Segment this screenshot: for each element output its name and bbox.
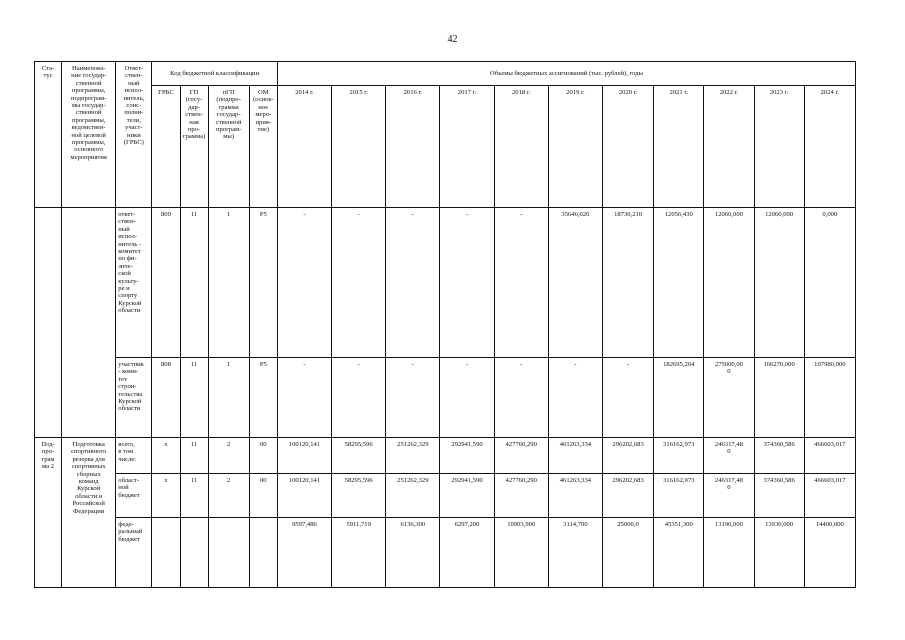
header-year-1: 2015 г. bbox=[332, 86, 386, 208]
value-cell: 251262,329 bbox=[386, 438, 440, 474]
value-cell: - bbox=[332, 208, 386, 358]
header-budget-code: Код бюджетной классификации bbox=[152, 62, 277, 86]
value-cell: 12060,000 bbox=[754, 208, 804, 358]
value-cell: 292941,590 bbox=[440, 474, 494, 518]
value-cell: 166270,000 bbox=[754, 358, 804, 438]
code-grbs-cell: 808 bbox=[152, 358, 180, 438]
code-pgp-cell: 2 bbox=[208, 438, 249, 474]
value-cell: 100120,141 bbox=[277, 474, 331, 518]
responsible-cell: участник - коми- тет строи- тельства Курской области bbox=[116, 358, 152, 438]
value-cell: 292941,590 bbox=[440, 438, 494, 474]
value-cell: 427760,290 bbox=[494, 438, 548, 474]
value-cell: 6297,200 bbox=[440, 518, 494, 588]
code-grbs-cell: х bbox=[152, 438, 180, 474]
responsible-cell: всего, в том числе: bbox=[116, 438, 152, 474]
header-name: Наименова- ние государ- ственной программы, подпрограм- мы государ- ственной программы, ведомствен- ной целевой программы, основного мероприятия bbox=[62, 62, 116, 208]
value-cell: - bbox=[548, 358, 602, 438]
value-cell: - bbox=[332, 358, 386, 438]
header-year-2: 2016 г. bbox=[386, 86, 440, 208]
code-om-cell bbox=[249, 518, 277, 588]
value-cell: 14400,000 bbox=[804, 518, 855, 588]
value-cell: - bbox=[494, 358, 548, 438]
value-cell: 3114,700 bbox=[548, 518, 602, 588]
value-cell: 18730,210 bbox=[603, 208, 654, 358]
code-grbs-cell: 809 bbox=[152, 208, 180, 358]
code-gp-cell: 11 bbox=[180, 208, 208, 358]
value-cell: 466603,017 bbox=[804, 438, 855, 474]
header-year-7: 2021 г. bbox=[654, 86, 704, 208]
value-cell: 466603,017 bbox=[804, 474, 855, 518]
code-om-cell: 00 bbox=[249, 474, 277, 518]
code-gp-cell: 11 bbox=[180, 358, 208, 438]
value-cell: - bbox=[440, 208, 494, 358]
value-cell: 25000,0 bbox=[603, 518, 654, 588]
value-cell: 6136,300 bbox=[386, 518, 440, 588]
header-year-8: 2022 г. bbox=[704, 86, 754, 208]
header-volumes: Объемы бюджетных ассигнований (тыс. рублей), годы bbox=[277, 62, 855, 86]
value-cell: - bbox=[494, 208, 548, 358]
value-cell: 316162,973 bbox=[654, 438, 704, 474]
header-code-1: ГП (госу- дар- ствен- ная про- грамма) bbox=[180, 86, 208, 208]
value-cell: 13190,000 bbox=[704, 518, 754, 588]
value-cell: 296202,683 bbox=[603, 438, 654, 474]
value-cell: - bbox=[386, 208, 440, 358]
code-pgp-cell: 2 bbox=[208, 474, 249, 518]
name-cell bbox=[62, 208, 116, 438]
code-om-cell: Р5 bbox=[249, 208, 277, 358]
code-pgp-cell: 1 bbox=[208, 208, 249, 358]
value-cell: 13930,000 bbox=[754, 518, 804, 588]
value-cell: 10903,900 bbox=[494, 518, 548, 588]
value-cell: 246317,48 0 bbox=[704, 438, 754, 474]
table-row bbox=[35, 208, 856, 358]
value-cell: 461263,334 bbox=[548, 438, 602, 474]
value-cell: 427760,290 bbox=[494, 474, 548, 518]
code-om-cell: 00 bbox=[249, 438, 277, 474]
header-year-10: 2024 г. bbox=[804, 86, 855, 208]
value-cell: - bbox=[603, 358, 654, 438]
responsible-cell: ответ- ствен- ный испол- нитель - комитет по фи- зиче- ской культу- ре и спорту Курской области bbox=[116, 208, 152, 358]
value-cell: 9597,486 bbox=[277, 518, 331, 588]
subprogram-row bbox=[35, 518, 856, 588]
header-responsible: Ответ- ствен- ный испол- нитель, соис- полни- тели, участ- ники (ГРБС) bbox=[116, 62, 152, 208]
header-code-0: ГРБС bbox=[152, 86, 180, 208]
code-gp-cell: 11 bbox=[180, 474, 208, 518]
value-cell: 316162,973 bbox=[654, 474, 704, 518]
value-cell: 374360,586 bbox=[754, 474, 804, 518]
value-cell: 58295,596 bbox=[332, 438, 386, 474]
value-cell: 182695,204 bbox=[654, 358, 704, 438]
value-cell: 461263,334 bbox=[548, 474, 602, 518]
code-gp-cell: 11 bbox=[180, 438, 208, 474]
value-cell: 45351,300 bbox=[654, 518, 704, 588]
header-year-0: 2014 г. bbox=[277, 86, 331, 208]
header-year-9: 2023 г. bbox=[754, 86, 804, 208]
value-cell: 12056,430 bbox=[654, 208, 704, 358]
value-cell: - bbox=[440, 358, 494, 438]
header-code-3: ОМ (основ- ное меро- прия- тие) bbox=[249, 86, 277, 208]
value-cell: 374360,586 bbox=[754, 438, 804, 474]
header-year-3: 2017 г. bbox=[440, 86, 494, 208]
table-row bbox=[35, 358, 856, 438]
header-year-6: 2020 г. bbox=[603, 86, 654, 208]
code-pgp-cell bbox=[208, 518, 249, 588]
status-cell bbox=[35, 208, 62, 438]
subprogram-row bbox=[35, 438, 856, 474]
header-year-4: 2018 г. bbox=[494, 86, 548, 208]
code-pgp-cell: 1 bbox=[208, 358, 249, 438]
value-cell: 100120,141 bbox=[277, 438, 331, 474]
value-cell: 246317,48 0 bbox=[704, 474, 754, 518]
value-cell: - bbox=[277, 208, 331, 358]
value-cell: 12060,000 bbox=[704, 208, 754, 358]
responsible-cell: феде- ральный бюджет bbox=[116, 518, 152, 588]
responsible-cell: област- ной бюджет bbox=[116, 474, 152, 518]
code-grbs-cell bbox=[152, 518, 180, 588]
value-cell: 107980,000 bbox=[804, 358, 855, 438]
code-om-cell: Р5 bbox=[249, 358, 277, 438]
value-cell: 275000,00 0 bbox=[704, 358, 754, 438]
subprogram-name: Подготовка спортивного резерва для спортивных сборных команд Курской области и Российской Федерации bbox=[62, 438, 116, 588]
page-number: 42 bbox=[447, 34, 458, 45]
subprogram-row bbox=[35, 474, 856, 518]
value-cell: 5911,719 bbox=[332, 518, 386, 588]
code-gp-cell bbox=[180, 518, 208, 588]
value-cell: 58295,596 bbox=[332, 474, 386, 518]
code-grbs-cell: х bbox=[152, 474, 180, 518]
header-code-2: пГП (подпро- грамма государ- ственной програм- мы) bbox=[208, 86, 249, 208]
value-cell: 35646,020 bbox=[548, 208, 602, 358]
value-cell: - bbox=[386, 358, 440, 438]
header-status: Ста- тус bbox=[35, 62, 62, 208]
budget-table bbox=[34, 61, 856, 588]
subprogram-status: Под- про- грам ма 2 bbox=[35, 438, 62, 588]
value-cell: - bbox=[277, 358, 331, 438]
value-cell: 0,000 bbox=[804, 208, 855, 358]
header-year-5: 2019 г. bbox=[548, 86, 602, 208]
value-cell: 296202,683 bbox=[603, 474, 654, 518]
value-cell: 251262,329 bbox=[386, 474, 440, 518]
